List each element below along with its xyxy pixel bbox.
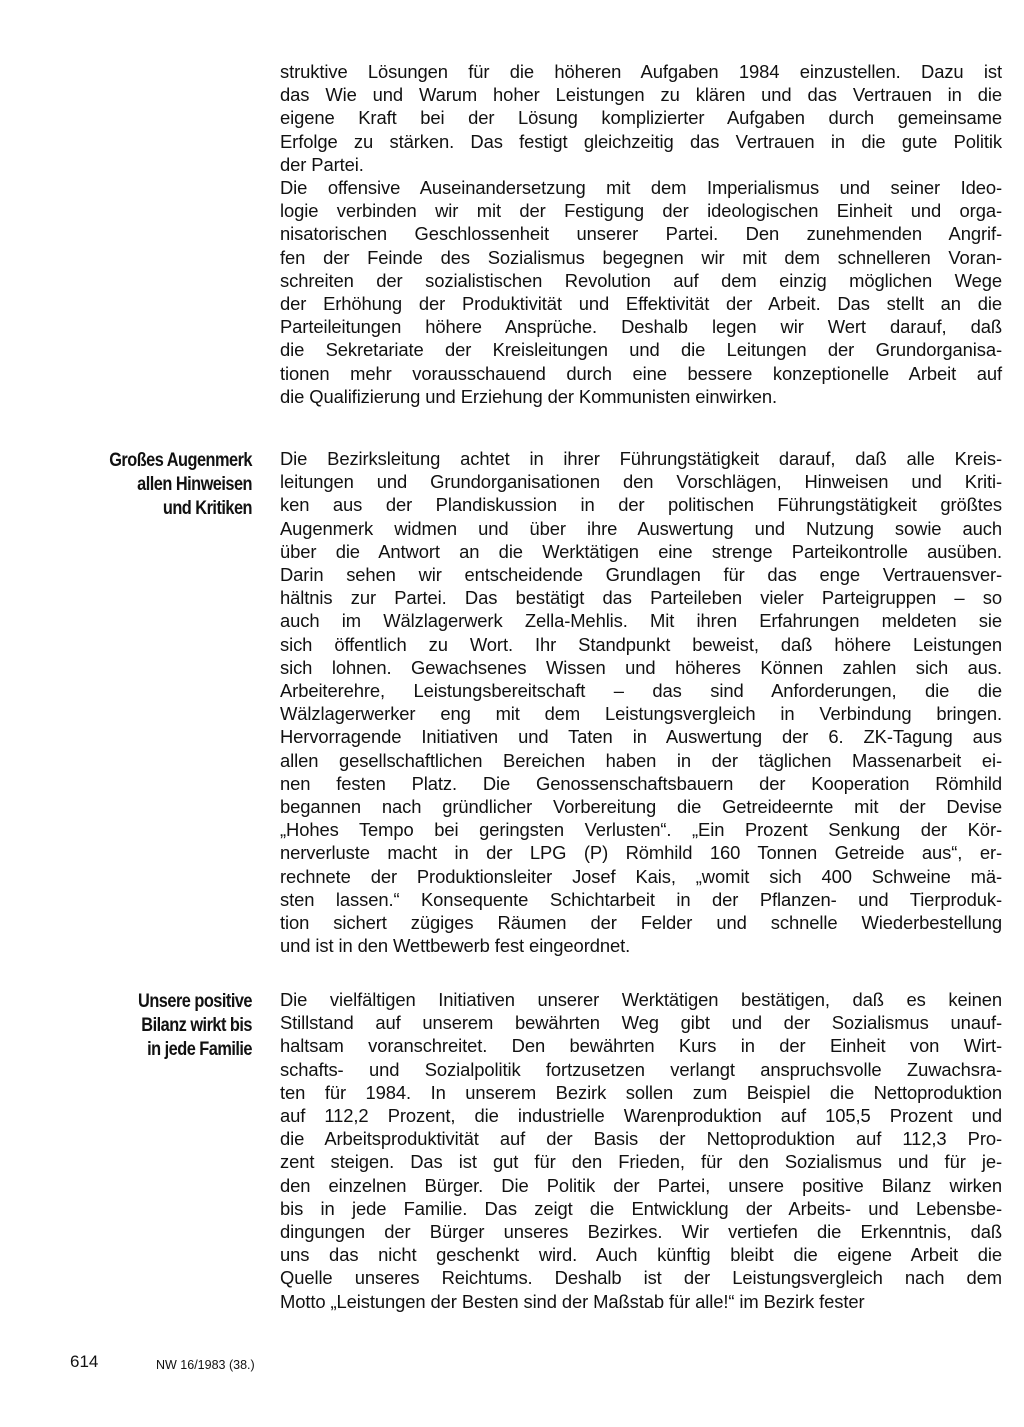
paragraph-2 <box>280 176 1002 408</box>
text-line: schafts- und Sozialpolitik fortzusetzen verlangt anspruchsvolle Zuwachsra- <box>280 1058 1002 1080</box>
text-line: sten lassen.“ Konsequente Schichtarbeit in der Pflanzen- und Tierproduk- <box>280 888 1002 910</box>
text-line: über die Antwort an die Werktätigen eine strenge Parteikontrolle ausüben. <box>280 540 1002 562</box>
text-line: ten für 1984. In unserem Bezirk sollen zum Beispiel die Nettoproduktion <box>280 1081 1002 1103</box>
paragraph-4 <box>280 988 1002 1313</box>
text-line: bis in jede Familie. Das zeigt die Entwicklung der Arbeits- und Lebensbe- <box>280 1197 1002 1219</box>
text-line: Die offensive Auseinandersetzung mit dem Imperialismus und seiner Ideo- <box>280 177 1002 198</box>
margin-heading-1 <box>54 449 252 521</box>
text-line: Augenmerk widmen und über ihre Auswertung und Nutzung sowie auch <box>280 517 1002 539</box>
text-line: die Arbeitsproduktivität auf der Basis der Nettoproduktion auf 112,3 Pro- <box>280 1128 1002 1150</box>
text-line: und ist in den Wettbewerb fest eingeordnet. <box>280 935 631 957</box>
issue-reference: NW 16/1983 (38.) <box>156 1358 255 1372</box>
text-line: nisatorischen Geschlossenheit unserer Partei. Den zunehmenden Angrif- <box>280 223 1002 245</box>
text-line: struktive Lösungen für die höheren Aufgaben 1984 einzustellen. Dazu ist <box>280 61 1002 82</box>
margin-heading-2 <box>54 990 252 1062</box>
text-line: logie verbinden wir mit der Festigung der ideologischen Einheit und orga- <box>280 200 1002 222</box>
text-line: „Hohes Tempo bei geringsten Verlusten“. „Ein Prozent Senkung der Kör- <box>280 819 1002 841</box>
text-line: tion sichert zügiges Räumen der Felder und schnelle Wiederbestellung <box>280 912 1002 934</box>
paragraph-3 <box>280 447 1002 957</box>
text-line: ken aus der Plandiskussion in der politischen Führungstätigkeit größtes <box>280 494 1002 516</box>
text-line: auch im Wälzlagerwerk Zella-Mehlis. Mit ihren Erfahrungen meldeten sie <box>280 610 1002 632</box>
text-line: das Wie und Warum hoher Leistungen zu klären und das Vertrauen in die <box>280 84 1002 106</box>
text-line: Arbeiterehre, Leistungsbereitschaft – das sind Anforderungen, die die <box>280 680 1002 702</box>
text-line: Erfolge zu stärken. Das festigt gleichzeitig das Vertrauen in die gute Politik <box>280 130 1002 152</box>
text-line: leitungen und Grundorganisationen den Vorschlägen, Hinweisen und Kriti- <box>280 471 1002 493</box>
text-line: fen der Feinde des Sozialismus begegnen wir mit dem schnelleren Voran- <box>280 246 1002 268</box>
text-line: haltsam voranschreitet. Den bewährten Kurs in der Einheit von Wirt- <box>280 1035 1002 1057</box>
text-line: Wälzlagerwerker eng mit dem Leistungsvergleich in Verbindung bringen. <box>280 703 1002 725</box>
text-line: Hervorragende Initiativen und Taten in Auswertung der 6. ZK-Tagung aus <box>280 726 1002 748</box>
text-line: Die vielfältigen Initiativen unserer Werktätigen bestätigen, daß es keinen <box>280 989 1002 1010</box>
text-line: zent steigen. Das ist gut für den Frieden, für den Sozialismus und für je- <box>280 1151 1002 1173</box>
text-line: rechnete der Produktionsleiter Josef Kais, „womit sich 400 Schweine mä- <box>280 865 1002 887</box>
text-line: eigene Kraft bei der Lösung komplizierter Aufgaben durch gemeinsame <box>280 107 1002 129</box>
margin-heading-line: Bilanz wirkt bis <box>141 1015 252 1036</box>
text-line: die Sekretariate der Kreisleitungen und die Leitungen der Grundorganisa- <box>280 339 1002 361</box>
text-line: Stillstand auf unserem bewährten Weg gibt und der Sozialismus unauf- <box>280 1012 1002 1034</box>
text-line: nen festen Platz. Die Genossenschaftsbauern der Kooperation Römhild <box>280 772 1002 794</box>
text-line: nerverluste macht in der LPG (P) Römhild 160 Tonnen Getreide aus“, er- <box>280 842 1002 864</box>
paragraph-1 <box>280 60 1002 176</box>
text-line: Motto „Leistungen der Besten sind der Maßstab für alle!“ im Bezirk fester <box>280 1290 865 1312</box>
text-line: der Partei. <box>280 153 364 175</box>
text-line: dingungen der Bürger unseres Bezirkes. Wir vertiefen die Erkenntnis, daß <box>280 1221 1002 1243</box>
text-line: allen gesellschaftlichen Bereichen haben in der täglichen Massenarbeit ei- <box>280 749 1002 771</box>
text-line: Darin sehen wir entscheidende Grundlagen für das enge Vertrauensver- <box>280 564 1002 586</box>
margin-heading-line: und Kritiken <box>162 498 252 519</box>
margin-heading-line: in jede Familie <box>147 1039 252 1060</box>
text-line: Parteileitungen höhere Ansprüche. Deshalb legen wir Wert darauf, daß <box>280 316 1002 338</box>
text-line: der Erhöhung der Produktivität und Effektivität der Arbeit. Das stellt an die <box>280 293 1002 315</box>
text-line: die Qualifizierung und Erziehung der Kommunisten einwirken. <box>280 385 778 407</box>
text-line: sich lohnen. Gewachsenes Wissen und höheres Können zahlen sich aus. <box>280 656 1002 678</box>
text-line: Quelle unseres Reichtums. Deshalb ist der Leistungsvergleich nach dem <box>280 1267 1002 1289</box>
text-line: uns das nicht geschenkt wird. Auch künftig bleibt die eigene Arbeit die <box>280 1244 1002 1266</box>
text-line: schreiten der sozialistischen Revolution auf dem einzig möglichen Wege <box>280 269 1002 291</box>
text-line: Die Bezirksleitung achtet in ihrer Führungstätigkeit darauf, daß alle Kreis- <box>280 448 1002 469</box>
text-line: tionen mehr vorausschauend durch eine bessere konzeptionelle Arbeit auf <box>280 362 1002 384</box>
text-line: begannen nach gründlicher Vorbereitung die Getreideernte mit der Devise <box>280 796 1002 818</box>
page-number: 614 <box>70 1352 99 1371</box>
margin-heading-line: Unsere positive <box>138 991 252 1012</box>
margin-heading-line: Großes Augenmerk <box>109 450 252 471</box>
text-line: hältnis zur Partei. Das bestätigt das Parteileben vieler Parteigruppen – so <box>280 587 1002 609</box>
text-line: den einzelnen Bürger. Die Politik der Partei, unsere positive Bilanz wirken <box>280 1174 1002 1196</box>
text-line: auf 112,2 Prozent, die industrielle Warenproduktion auf 105,5 Prozent und <box>280 1105 1002 1127</box>
text-line: sich öffentlich zu Wort. Ihr Standpunkt beweist, daß höhere Leistungen <box>280 633 1002 655</box>
margin-heading-line: allen Hinweisen <box>137 474 252 495</box>
